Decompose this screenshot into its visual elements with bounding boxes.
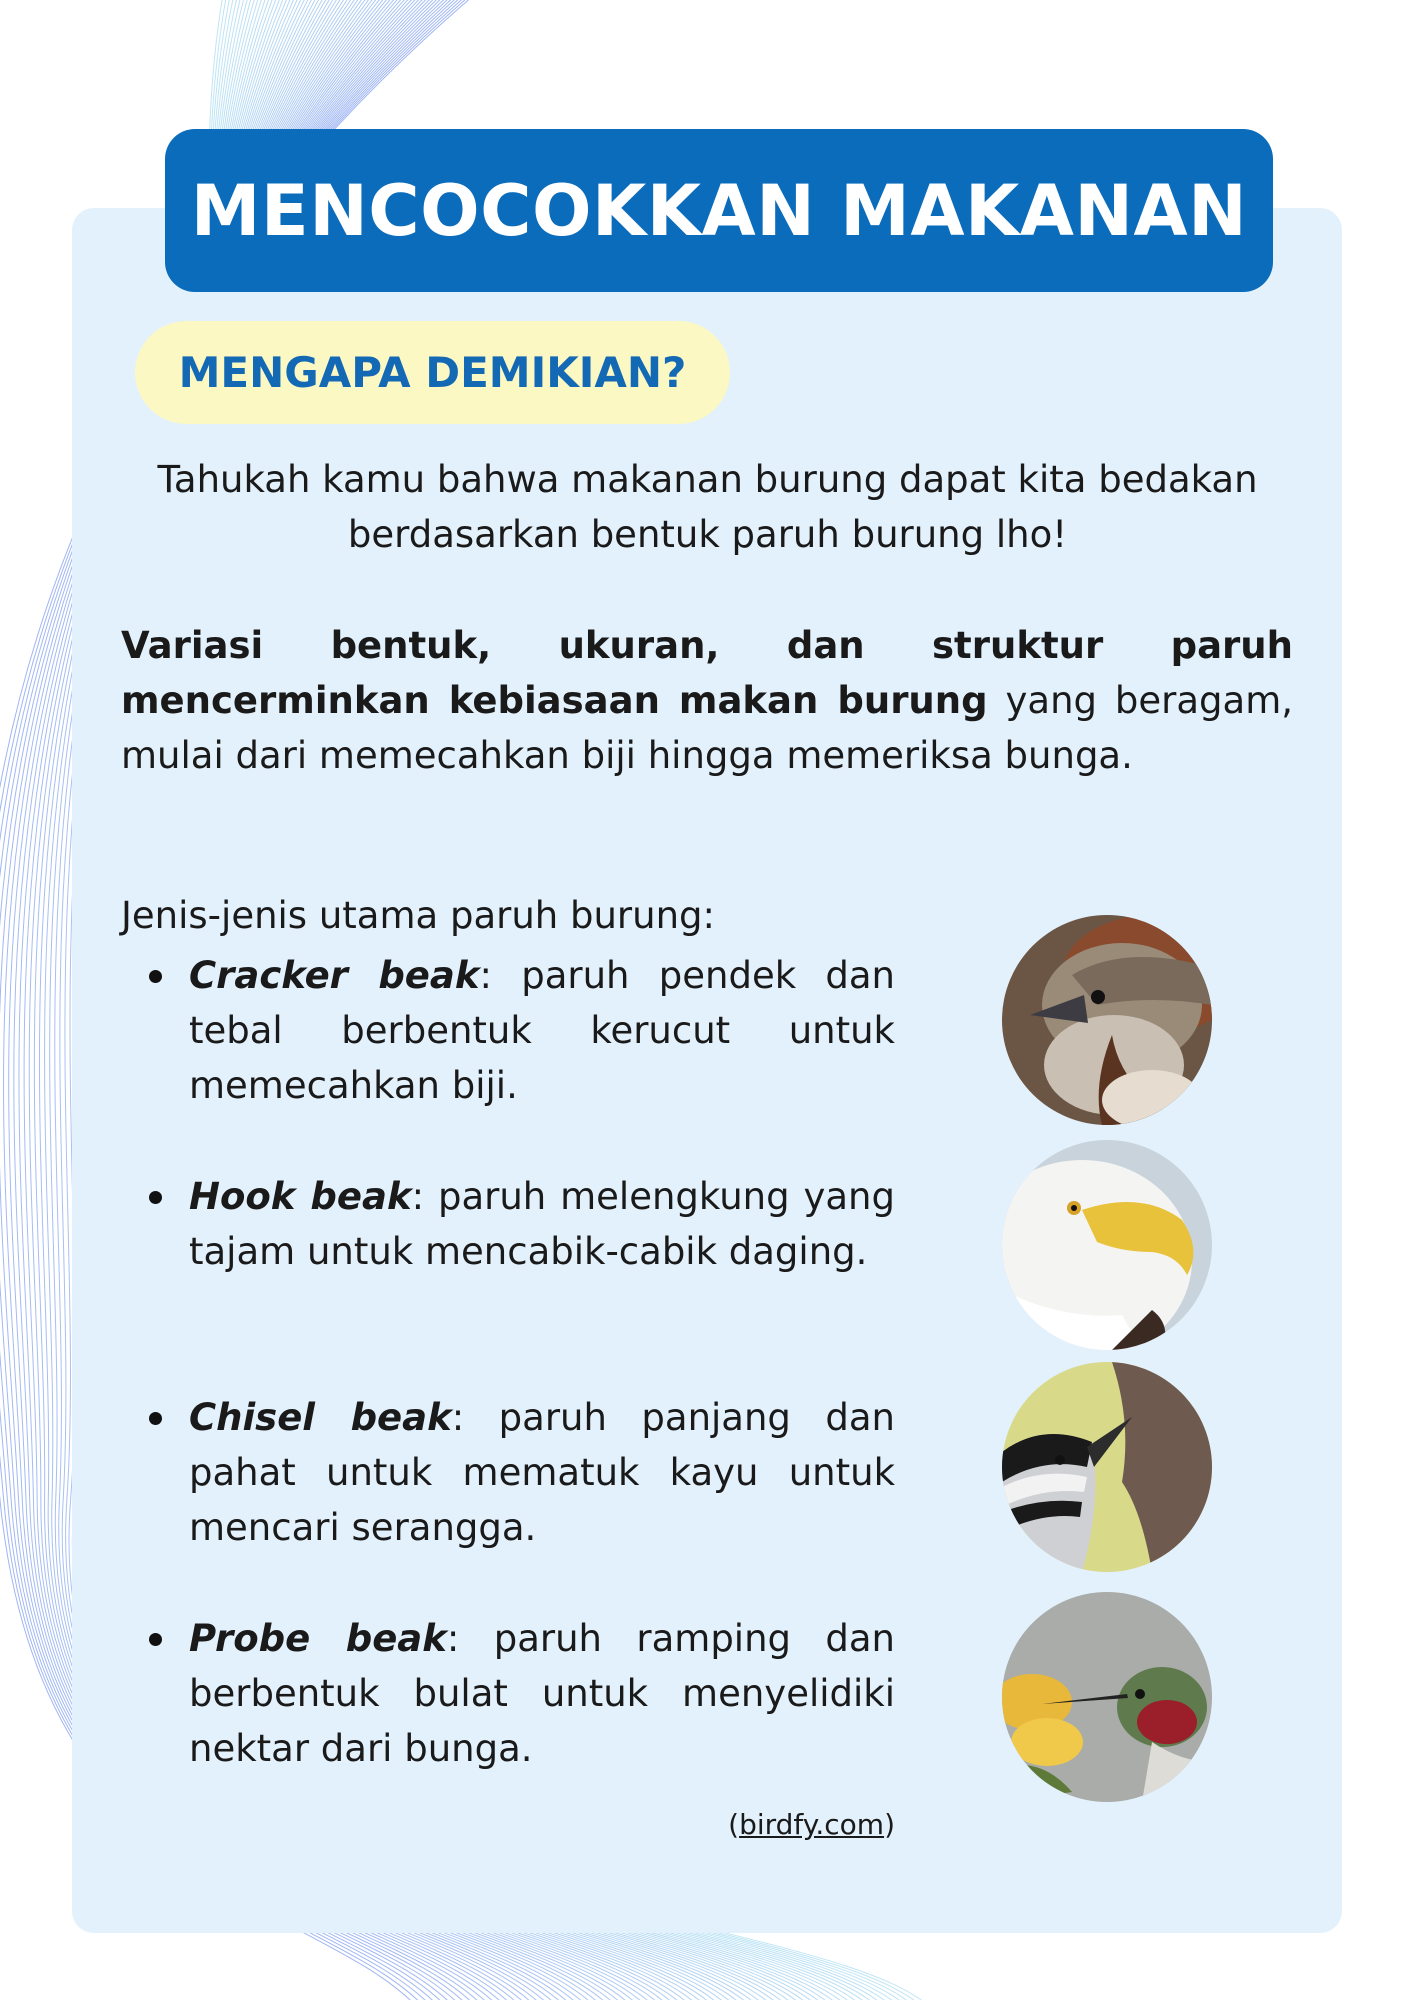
intro-text: Tahukah kamu bahwa makanan burung dapat kita bedakan berdasarkan bentuk paruh burung lho! <box>157 458 1258 556</box>
variasi-rest: yang beragam, mulai dari memecahkan biji hingga memeriksa bunga. <box>121 679 1293 777</box>
beak-item-hook <box>189 1169 895 1279</box>
beak-name: Hook beak <box>189 1175 412 1218</box>
bullet-icon <box>149 1633 162 1646</box>
woodpecker-photo <box>1002 1362 1212 1572</box>
bullet-icon <box>149 1412 162 1425</box>
beak-desc: : paruh ramping dan berbentuk bulat untuk menyelidiki nektar dari bunga. <box>189 1617 896 1770</box>
eagle-photo <box>1002 1140 1212 1350</box>
title-banner <box>165 129 1273 292</box>
beak-desc: : paruh panjang dan pahat untuk mematuk kayu untuk mencari serangga. <box>189 1396 895 1549</box>
sparrow-photo <box>1002 915 1212 1125</box>
beak-item-probe <box>189 1611 895 1776</box>
beak-name: Cracker beak <box>189 954 480 997</box>
bullet-icon <box>149 1191 162 1204</box>
types-heading: Jenis-jenis utama paruh burung: <box>121 894 715 937</box>
page-title: MENCOCOKKAN MAKANAN <box>190 169 1248 252</box>
beak-name: Probe beak <box>189 1617 447 1660</box>
variasi-paragraph <box>121 618 1293 783</box>
source-citation: (birdfy.com) <box>728 1808 895 1841</box>
bullet-icon <box>149 970 162 983</box>
beak-name: Chisel beak <box>189 1396 452 1439</box>
variasi-bold: Variasi bentuk, ukuran, dan struktur paruh mencerminkan kebiasaan makan burung <box>121 624 1293 722</box>
beak-desc: : paruh melengkung yang tajam untuk mencabik-cabik daging. <box>189 1175 895 1273</box>
section-subtitle: MENGAPA DEMIKIAN? <box>178 348 687 397</box>
subtitle-pill <box>135 321 730 424</box>
beak-item-chisel <box>189 1390 895 1555</box>
beak-item-cracker <box>189 948 895 1113</box>
source-link[interactable]: birdfy.com <box>739 1808 885 1841</box>
hummingbird-photo <box>1002 1592 1212 1802</box>
beak-desc: : paruh pendek dan tebal berbentuk kerucut untuk memecahkan biji. <box>189 954 896 1107</box>
